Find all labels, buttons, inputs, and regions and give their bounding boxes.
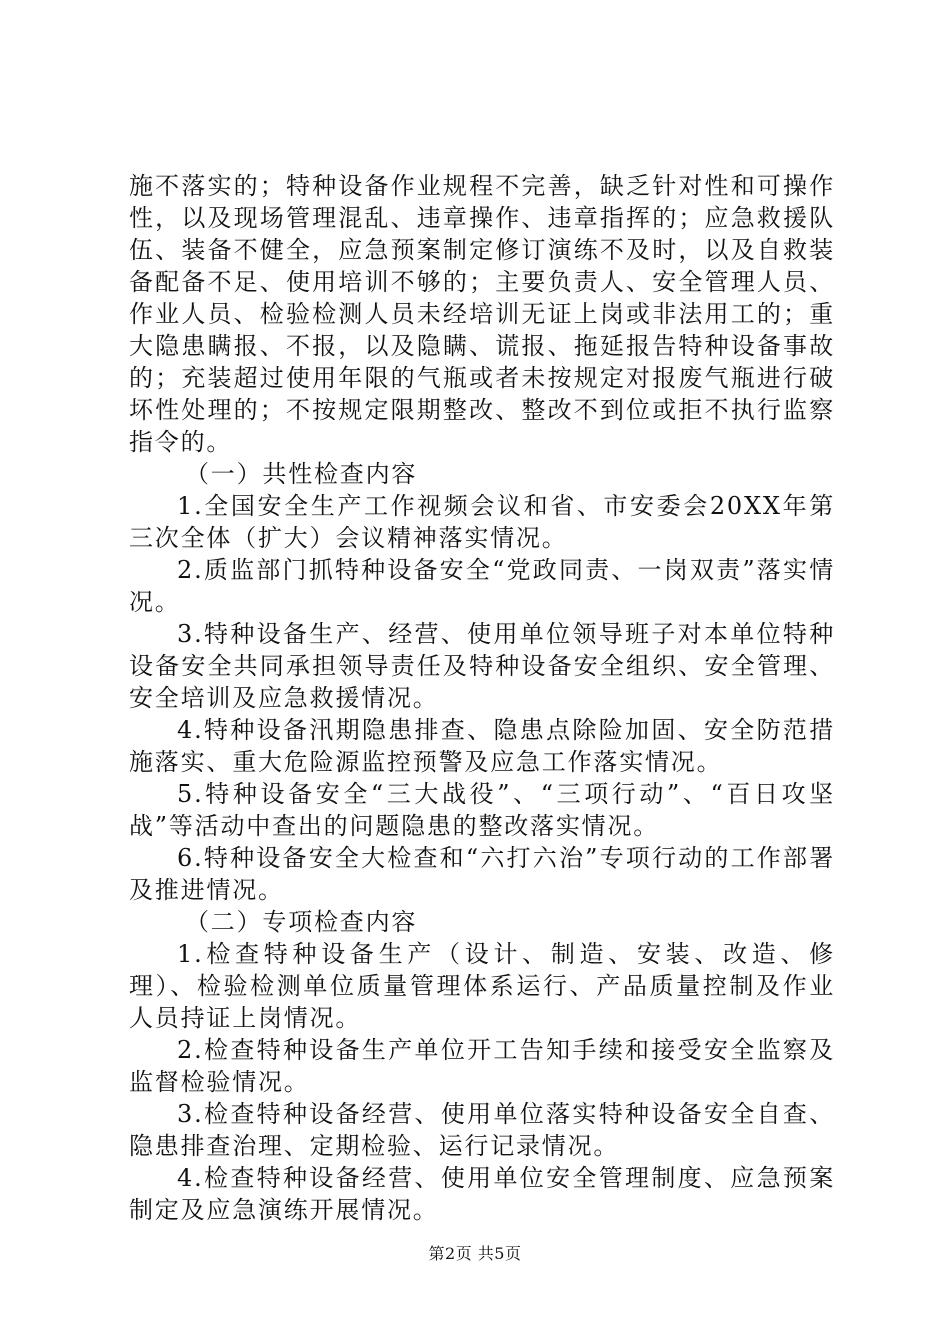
document-body xyxy=(129,170,835,1226)
common-check-item-2: 2.质监部门抓特种设备安全“党政同责、一岗双责”落实情况。 xyxy=(129,556,835,616)
page-indicator: 第2页 共5页 xyxy=(428,1244,522,1263)
section-heading-special-checks: （二）专项检查内容 xyxy=(185,908,418,936)
special-check-item-2: 2.检查特种设备生产单位开工告知手续和接受安全监察及监督检验情况。 xyxy=(129,1036,835,1096)
page-footer xyxy=(0,1244,950,1264)
common-check-item-6: 6.特种设备安全大检查和“六打六治”专项行动的工作部署及推进情况。 xyxy=(129,844,835,904)
special-check-item-4: 4.检查特种设备经营、使用单位安全管理制度、应急预案制定及应急演练开展情况。 xyxy=(129,1164,835,1224)
section-heading-common-checks: （一）共性检查内容 xyxy=(185,460,418,488)
common-check-item-3: 3.特种设备生产、经营、使用单位领导班子对本单位特种设备安全共同承担领导责任及特种设备安全组织、安全管理、安全培训及应急救援情况。 xyxy=(129,620,835,712)
special-check-item-1: 1.检查特种设备生产（设计、制造、安装、改造、修理）、检验检测单位质量管理体系运行、产品质量控制及作业人员持证上岗情况。 xyxy=(129,940,835,1032)
special-check-item-3: 3.检查特种设备经营、使用单位落实特种设备安全自查、隐患排查治理、定期检验、运行记录情况。 xyxy=(129,1100,835,1160)
continuation-paragraph: 施不落实的；特种设备作业规程不完善，缺乏针对性和可操作性，以及现场管理混乱、违章操作、违章指挥的；应急救援队伍、装备不健全，应急预案制定修订演练不及时，以及自救装备配备不足、使用培训不够的；主要负责人、安全管理人员、作业人员、检验检测人员未经培训无证上岗或非法用工的；重大隐患瞒报、不报，以及隐瞒、谎报、拖延报告特种设备事故的；充装超过使用年限的气瓶或者未按规定对报废气瓶进行破坏性处理的；不按规定限期整改、整改不到位或拒不执行监察指令的。 xyxy=(129,172,835,456)
common-check-item-1: 1.全国安全生产工作视频会议和省、市安委会20XX年第三次全体（扩大）会议精神落实情况。 xyxy=(129,492,835,552)
common-check-item-4: 4.特种设备汛期隐患排查、隐患点除险加固、安全防范措施落实、重大危险源监控预警及应急工作落实情况。 xyxy=(129,716,835,776)
common-check-item-5: 5.特种设备安全“三大战役”、“三项行动”、“百日攻坚战”等活动中查出的问题隐患的整改落实情况。 xyxy=(129,780,835,840)
